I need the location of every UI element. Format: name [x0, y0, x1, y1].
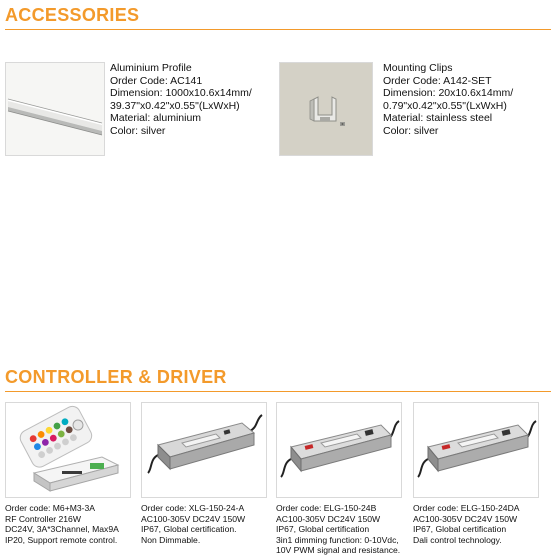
controller-order-code: Order code: XLG-150-24-A	[141, 503, 245, 513]
aluminium-profile-details	[110, 62, 252, 137]
accessory-dimension: Dimension: 1000x10.6x14mm/	[110, 87, 252, 99]
accessory-dimension: Dimension: 20x10.6x14mm/	[383, 87, 514, 99]
controller-spec-line: AC100-305V DC24V 150W	[141, 513, 246, 524]
controller-driver-divider	[5, 391, 551, 392]
controller-spec-line: IP67, Global certification	[413, 524, 507, 534]
elg-150-24da-driver-image	[413, 402, 539, 498]
accessory-dimension-imperial: 39.37"x0.42"x0.55"(LxWxH)	[110, 99, 240, 112]
elg-150-24b-driver-image	[276, 402, 402, 498]
mounting-clips-details	[383, 62, 513, 137]
controller-spec-line: AC100-305V DC24V 150W	[276, 513, 381, 524]
controller-spec-line: IP67, Global certification.	[141, 524, 237, 534]
accessory-material: Material: aluminium	[110, 112, 202, 124]
controller-driver-heading: CONTROLLER & DRIVER	[5, 367, 227, 387]
xlg-driver-image	[141, 402, 267, 498]
controller-spec-line: 3in1 dimming function: 0-10Vdc,	[276, 534, 399, 545]
mounting-clips-image	[279, 62, 373, 156]
accessory-dimension-imperial: 0.79"x0.42"x0.55"(LxWxH)	[383, 99, 507, 112]
accessory-order-code: Order Code: AC141	[110, 74, 203, 87]
controller-spec-line: DC24V, 3A*3Channel, Max9A	[5, 524, 119, 534]
controller-spec-line: IP20, Support remote control.	[5, 534, 118, 545]
accessory-color: Color: silver	[110, 124, 166, 137]
controller-spec-line: Dali control technology.	[413, 534, 502, 545]
elg-150-24da-driver-details	[413, 503, 547, 545]
rf-controller-details	[5, 503, 139, 545]
controller-spec-line: IP67, Global certification	[276, 524, 370, 534]
controller-spec-line: RF Controller 216W	[5, 513, 81, 524]
accessories-heading: ACCESSORIES	[5, 5, 140, 25]
controller-spec-line: Non Dimmable.	[141, 534, 201, 545]
rf-controller-image	[5, 402, 131, 498]
controller-order-code: Order code: M6+M3-3A	[5, 503, 96, 513]
controller-spec-line: 10V PWM signal and resistance.	[276, 545, 401, 555]
controller-order-code: Order code: ELG-150-24DA	[413, 503, 520, 513]
controller-spec-line: AC100-305V DC24V 150W	[413, 513, 518, 524]
accessory-material: Material: stainless steel	[383, 112, 493, 124]
accessory-name: Aluminium Profile	[110, 62, 192, 74]
accessory-order-code: Order Code: A142-SET	[383, 74, 492, 87]
xlg-driver-details	[141, 503, 275, 545]
accessory-color: Color: silver	[383, 124, 439, 137]
accessory-name: Mounting Clips	[383, 62, 453, 74]
accessories-divider	[5, 29, 551, 30]
aluminium-profile-image	[5, 62, 105, 156]
elg-150-24b-driver-details	[276, 503, 410, 556]
controller-order-code: Order code: ELG-150-24B	[276, 503, 377, 513]
